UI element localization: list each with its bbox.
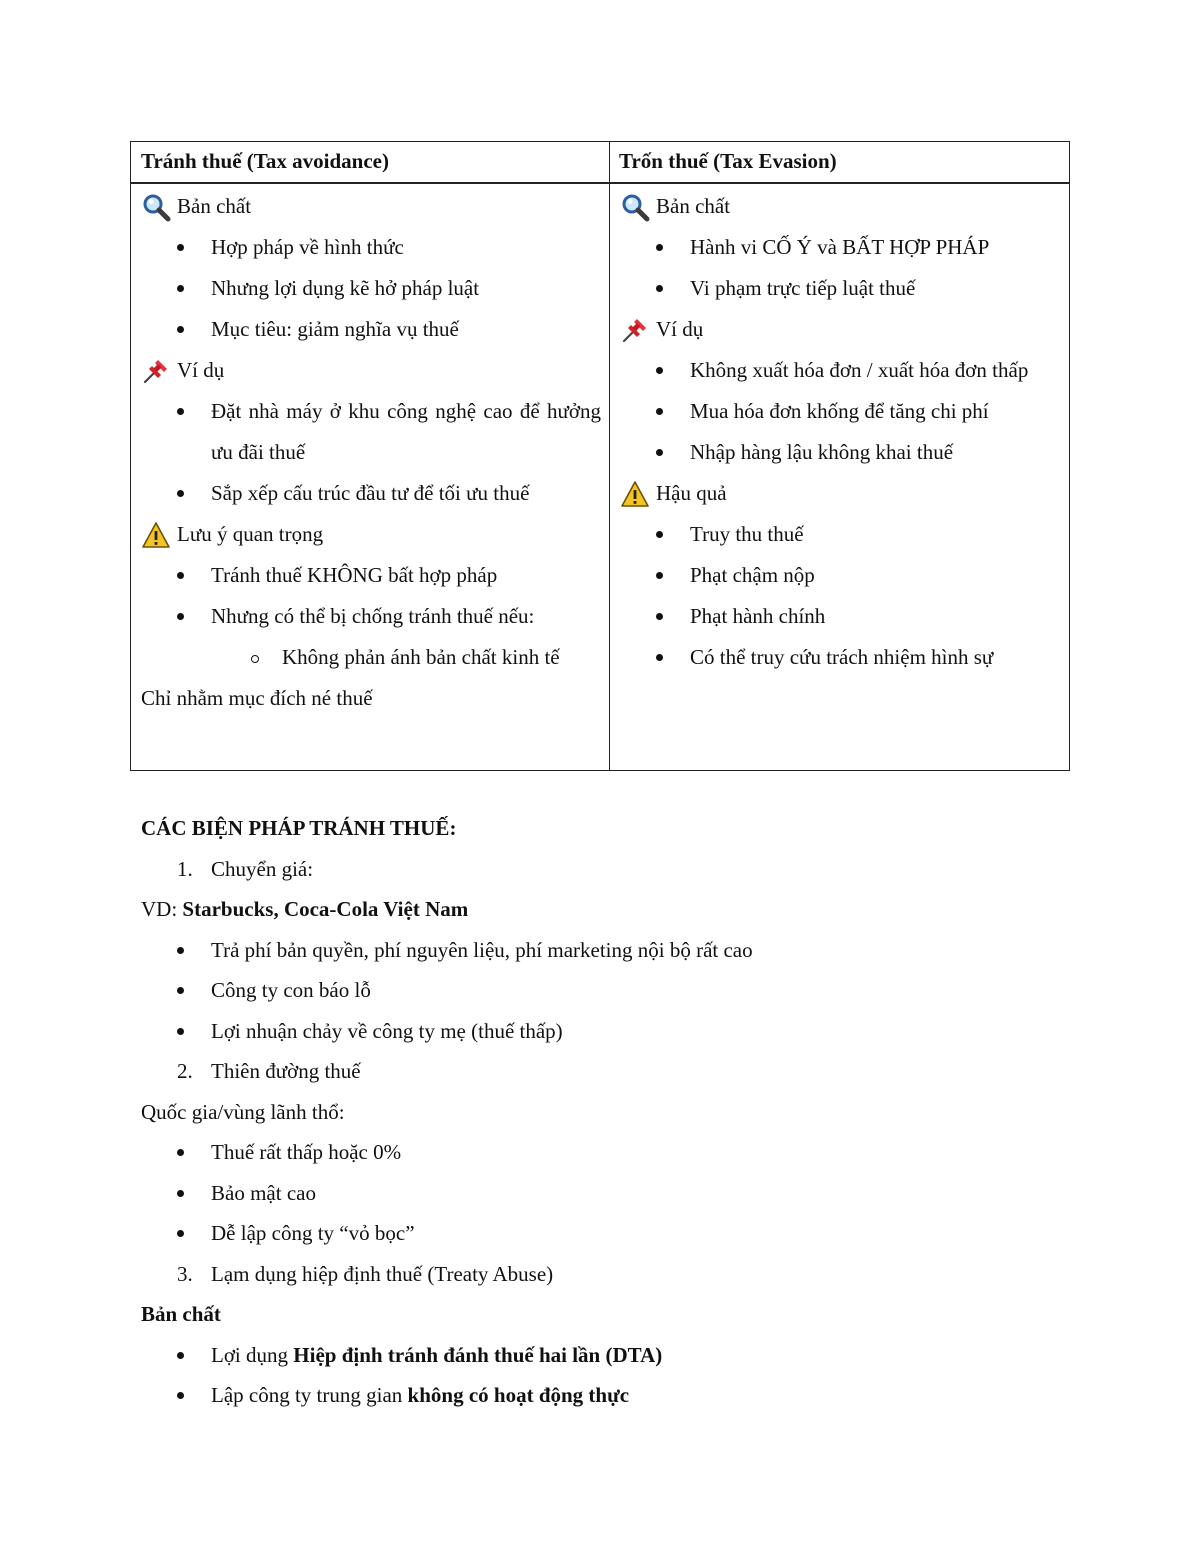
list-item: Hợp pháp về hình thức: [141, 227, 601, 268]
section-nature: [141, 186, 601, 227]
list-item: Có thể truy cứu trách nhiệm hình sự: [620, 637, 1062, 678]
example-companies: Starbucks, Coca-Cola Việt Nam: [182, 897, 469, 921]
item-number: 3.: [177, 1261, 193, 1286]
consequence-list: [620, 514, 1062, 678]
list-item: Công ty con báo lỗ: [141, 970, 1061, 1011]
section-title: Lưu ý quan trọng: [177, 522, 324, 546]
list-item: Truy thu thuế: [620, 514, 1062, 555]
pushpin-icon: [620, 315, 650, 345]
list-item: Thuế rất thấp hoặc 0%: [141, 1132, 1061, 1173]
pushpin-icon: [141, 356, 171, 386]
list-item: Hành vi CỐ Ý và BẤT HỢP PHÁP: [620, 227, 1062, 268]
header-tax-avoidance: Tránh thuế (Tax avoidance): [141, 149, 389, 173]
header-divider: [131, 182, 1069, 184]
list-item: [141, 1335, 1061, 1376]
numbered-item: [141, 849, 1061, 890]
treaty-abuse-list: [141, 1335, 1061, 1416]
list-item: Sắp xếp cấu trúc đầu tư để tối ưu thuế: [141, 473, 601, 514]
item-number: 2.: [177, 1059, 193, 1083]
list-item: Dễ lập công ty “vỏ bọc”: [141, 1213, 1061, 1254]
section-title: Ví dụ: [656, 317, 704, 341]
numbered-item: [141, 1254, 1061, 1295]
example-line: [141, 889, 1061, 930]
list-item: Phạt chậm nộp: [620, 555, 1062, 596]
warning-icon: [141, 520, 171, 550]
list-item: Không xuất hóa đơn / xuất hóa đơn thấp: [620, 350, 1062, 391]
item-title: Thiên đường thuế: [211, 1059, 361, 1083]
tax-haven-intro: Quốc gia/vùng lãnh thổ:: [141, 1099, 345, 1124]
item-emphasis: không có hoạt động thực: [407, 1383, 630, 1407]
list-item: Nhưng có thể bị chống tránh thuế nếu:: [141, 596, 601, 637]
list-item: Nhưng lợi dụng kẽ hở pháp luật: [141, 268, 601, 309]
section-title: Bản chất: [656, 194, 731, 218]
magnifier-icon: [141, 192, 171, 222]
example-prefix: VD:: [141, 897, 183, 921]
sub-list-item: Không phản ánh bản chất kinh tế: [141, 637, 601, 678]
list-item: Mục tiêu: giảm nghĩa vụ thuế: [141, 309, 601, 350]
section-note: [141, 514, 601, 555]
list-item: Bảo mật cao: [141, 1173, 1061, 1214]
subheading: Bản chất: [141, 1302, 221, 1326]
transfer-pricing-list: [141, 930, 1061, 1052]
header-tax-evasion: Trốn thuế (Tax Evasion): [619, 149, 837, 173]
item-prefix: Lợi dụng: [211, 1342, 294, 1367]
numbered-item: [141, 1051, 1061, 1092]
section-example: [620, 309, 1062, 350]
tax-haven-list: [141, 1132, 1061, 1254]
nature-list: [141, 227, 601, 350]
section-example: [141, 350, 601, 391]
comparison-table: [130, 141, 1070, 771]
list-item: Lợi nhuận chảy về công ty mẹ (thuế thấp): [141, 1011, 1061, 1052]
section-nature: [620, 186, 1062, 227]
section-title: Bản chất: [177, 194, 252, 218]
item-title: Lạm dụng hiệp định thuế (Treaty Abuse): [211, 1261, 554, 1286]
list-item: Mua hóa đơn khống để tăng chi phí: [620, 391, 1062, 432]
example-list: [141, 391, 601, 514]
section-title: Hậu quả: [656, 481, 727, 505]
example-list: [620, 350, 1062, 473]
note-tail: Chỉ nhằm mục đích né thuế: [141, 686, 373, 710]
item-prefix: Lập công ty trung gian: [211, 1383, 408, 1407]
list-item: [141, 1375, 1061, 1416]
measures-section: [141, 808, 1061, 1416]
section-consequence: [620, 473, 1062, 514]
magnifier-icon: [620, 192, 650, 222]
section-title: Ví dụ: [177, 358, 225, 382]
column-divider: [609, 142, 610, 770]
list-item: Đặt nhà máy ở khu công nghệ cao để hưởng ưu đãi thuế: [141, 391, 601, 473]
list-item: Vi phạm trực tiếp luật thuế: [620, 268, 1062, 309]
section-heading: CÁC BIỆN PHÁP TRÁNH THUẾ:: [141, 816, 457, 840]
list-item: Trả phí bản quyền, phí nguyên liệu, phí marketing nội bộ rất cao: [141, 930, 1061, 971]
note-list: [141, 555, 601, 637]
item-title: Chuyển giá:: [211, 856, 314, 881]
tax-avoidance-cell: [141, 186, 601, 719]
list-item: Phạt hành chính: [620, 596, 1062, 637]
item-number: 1.: [177, 856, 193, 881]
note-sublist: [141, 637, 601, 678]
tax-evasion-cell: [620, 186, 1062, 678]
nature-list: [620, 227, 1062, 309]
list-item: Tránh thuế KHÔNG bất hợp pháp: [141, 555, 601, 596]
warning-icon: [620, 479, 650, 509]
item-emphasis: Hiệp định tránh đánh thuế hai lần (DTA): [293, 1342, 663, 1367]
list-item: Nhập hàng lậu không khai thuế: [620, 432, 1062, 473]
